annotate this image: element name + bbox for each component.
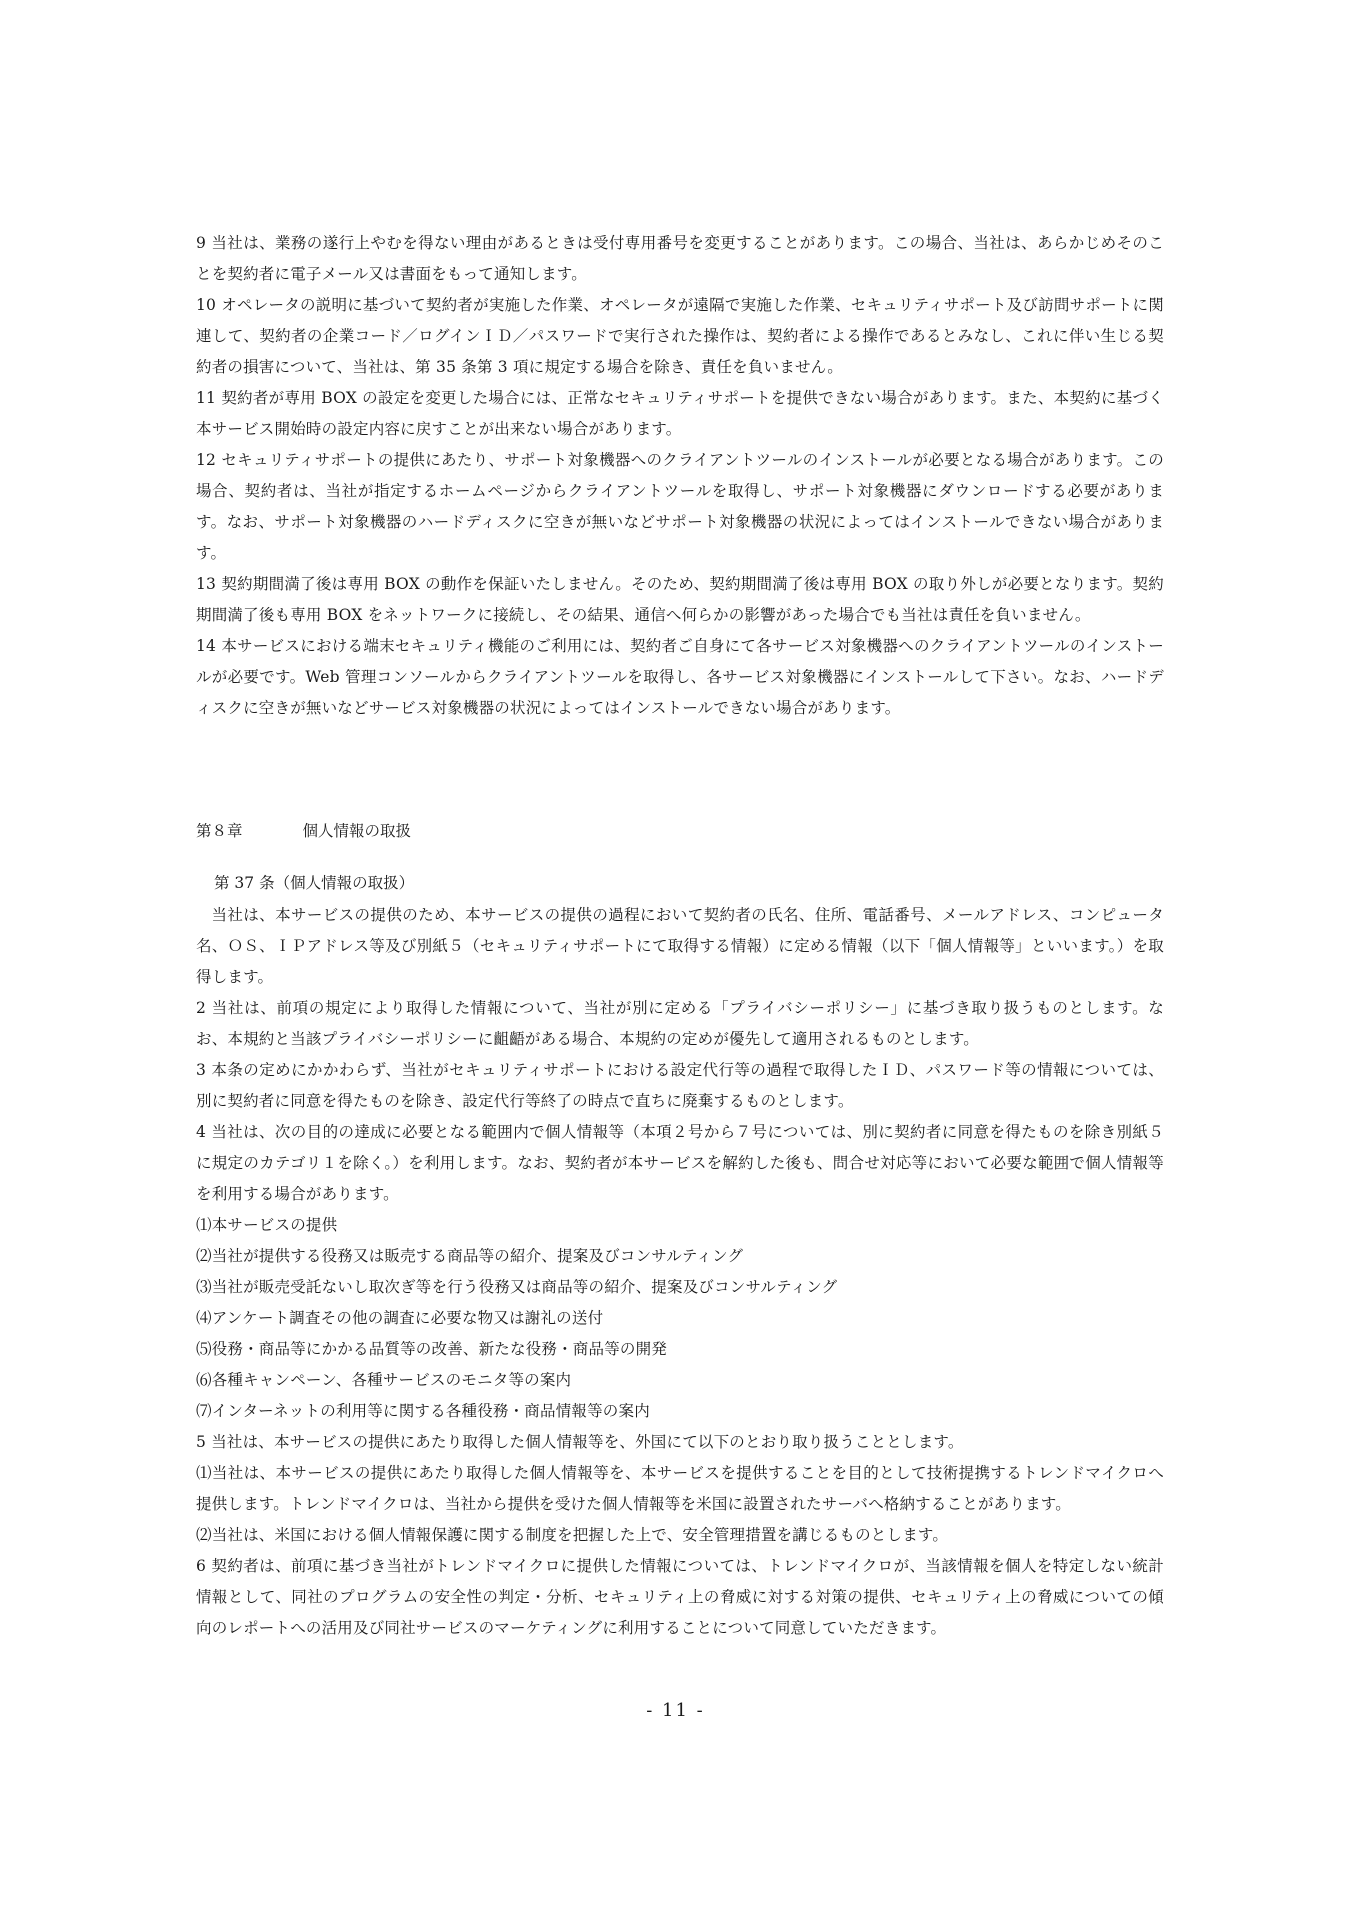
foreign-handling-item-2: ⑵当社は、米国における個人情報保護に関する制度を把握した上で、安全管理措置を講じるものとします。 xyxy=(196,1526,949,1544)
clause-10: 10 オペレータの説明に基づいて契約者が実施した作業、オペレータが遠隔で実施した作業、セキュリティサポート及び訪問サポートに関連して、契約者の企業コード／ログインＩＤ／パスワードで実行された操作は、契約者による操作であるとみなし、これに伴い生じる契約者の損害について、当社は、第 35 条第 3 項に規定する場合を除き、責任を負いません。 xyxy=(196,296,1164,376)
clause-14: 14 本サービスにおける端末セキュリティ機能のご利用には、契約者ご自身にて各サービス対象機器へのクライアントツールのインストールが必要です。Web 管理コンソールからクライアントツールを取得し、各サービス対象機器にインストールして下さい。なお、ハードディスクに空きが無いなどサービス対象機器の状況によってはインストールできない場合があります。 xyxy=(196,637,1164,717)
purpose-item-5: ⑸役務・商品等にかかる品質等の改善、新たな役務・商品等の開発 xyxy=(196,1340,668,1358)
chapter-number: 第８章 xyxy=(196,822,243,840)
clause-13: 13 契約期間満了後は専用 BOX の動作を保証いたしません。そのため、契約期間満了後は専用 BOX の取り外しが必要となります。契約期間満了後も専用 BOX をネットワークに接続し、その結果、通信へ何らかの影響があった場合でも当社は責任を負いません。 xyxy=(196,575,1164,624)
chapter-title: 個人情報の取扱 xyxy=(302,822,412,840)
clause-11: 11 契約者が専用 BOX の設定を変更した場合には、正常なセキュリティサポートを提供できない場合があります。また、本契約に基づく本サービス開始時の設定内容に戻すことが出来ない場合があります。 xyxy=(196,389,1164,438)
article-heading: 第 37 条（個人情報の取扱） xyxy=(214,874,415,892)
article-37-body xyxy=(196,900,1164,1644)
chapter-heading xyxy=(196,816,411,847)
article-37-paragraph-5: 5 当社は、本サービスの提供にあたり取得した個人情報等を、外国にて以下のとおり取り扱うこととします。 xyxy=(196,1433,964,1451)
clause-list-continued xyxy=(196,228,1164,724)
article-37-paragraph-3: 3 本条の定めにかかわらず、当社がセキュリティサポートにおける設定代行等の過程で取得したＩＤ、パスワード等の情報については、別に契約者に同意を得たものを除き、設定代行等終了の時点で直ちに廃棄するものとします。 xyxy=(196,1061,1164,1110)
foreign-handling-item-1: ⑴当社は、本サービスの提供にあたり取得した個人情報等を、本サービスを提供することを目的として技術提携するトレンドマイクロへ提供します。トレンドマイクロは、当社から提供を受けた個人情報等を米国に設置されたサーバへ格納することがあります。 xyxy=(196,1464,1164,1513)
purpose-item-4: ⑷アンケート調査その他の調査に必要な物又は謝礼の送付 xyxy=(196,1309,604,1327)
purpose-item-6: ⑹各種キャンペーン、各種サービスのモニタ等の案内 xyxy=(196,1371,572,1389)
purpose-item-2: ⑵当社が提供する役務又は販売する商品等の紹介、提案及びコンサルティング xyxy=(196,1247,744,1265)
purpose-item-3: ⑶当社が販売受託ないし取次ぎ等を行う役務又は商品等の紹介、提案及びコンサルティング xyxy=(196,1278,838,1296)
article-37-paragraph-1: 当社は、本サービスの提供のため、本サービスの提供の過程において契約者の氏名、住所、電話番号、メールアドレス、コンピュータ名、ＯＳ、ＩＰアドレス等及び別紙５（セキュリティサポートにて取得する情報）に定める情報（以下「個人情報等」といいます。）を取得します。 xyxy=(196,906,1164,986)
purpose-item-7: ⑺インターネットの利用等に関する各種役務・商品情報等の案内 xyxy=(196,1402,650,1420)
article-37-paragraph-4: 4 当社は、次の目的の達成に必要となる範囲内で個人情報等（本項２号から７号については、別に契約者に同意を得たものを除き別紙５に規定のカテゴリ１を除く。）を利用します。なお、契約者が本サービスを解約した後も、問合せ対応等において必要な範囲で個人情報等を利用する場合があります。 xyxy=(196,1123,1164,1203)
page-number: - 11 - xyxy=(646,1700,705,1721)
article-37-paragraph-6: 6 契約者は、前項に基づき当社がトレンドマイクロに提供した情報については、トレンドマイクロが、当該情報を個人を特定しない統計情報として、同社のプログラムの安全性の判定・分析、セキュリティ上の脅威に対する対策の提供、セキュリティ上の脅威についての傾向のレポートへの活用及び同社サービスのマーケティングに利用することについて同意していただきます。 xyxy=(196,1557,1164,1637)
clause-12: 12 セキュリティサポートの提供にあたり、サポート対象機器へのクライアントツールのインストールが必要となる場合があります。この場合、契約者は、当社が指定するホームページからクライアントツールを取得し、サポート対象機器にダウンロードする必要があります。なお、サポート対象機器のハードディスクに空きが無いなどサポート対象機器の状況によってはインストールできない場合があります。 xyxy=(196,451,1164,562)
clause-9: 9 当社は、業務の遂行上やむを得ない理由があるときは受付専用番号を変更することがあります。この場合、当社は、あらかじめそのことを契約者に電子メール又は書面をもって通知します。 xyxy=(196,234,1164,283)
purpose-item-1: ⑴本サービスの提供 xyxy=(196,1216,338,1234)
article-37-paragraph-2: 2 当社は、前項の規定により取得した情報について、当社が別に定める「プライバシーポリシー」に基づき取り扱うものとします。なお、本規約と当該プライバシーポリシーに齟齬がある場合、本規約の定めが優先して適用されるものとします。 xyxy=(196,999,1164,1048)
